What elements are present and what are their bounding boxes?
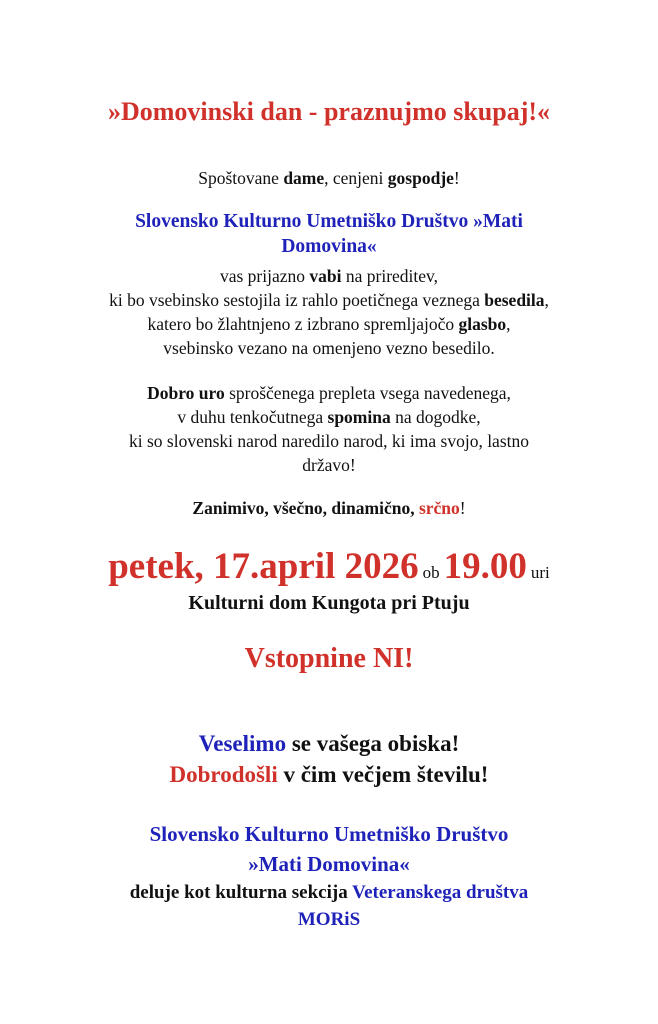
welcome-l1-blue: Veselimo — [198, 731, 287, 756]
description-l1-post: sproščenega prepleta vsega navedenega, — [224, 383, 511, 403]
greeting-dame: dame — [283, 168, 325, 188]
footer-l3-blue: Veteranskega društva — [352, 882, 529, 903]
tagline-main: Zanimivo, všečno, dinamično, — [192, 498, 419, 518]
invitation-l2-bold: besedila — [484, 290, 545, 310]
event-uri: uri — [530, 563, 550, 582]
footer-moris: MORiS — [297, 909, 361, 930]
tagline — [0, 498, 658, 519]
description-line4: državo! — [302, 455, 356, 475]
welcome-l2-rest: v čim večjem številu! — [277, 762, 489, 787]
welcome-l1-rest: se vašega obiska! — [286, 731, 460, 756]
description-l2-post: na dogodke, — [390, 407, 481, 427]
organization-name-line2: Domovina« — [281, 236, 377, 257]
welcome-line1 — [0, 731, 658, 757]
invitation-l2-post: , — [544, 290, 549, 310]
event-date-time — [0, 545, 658, 588]
tagline-highlight: srčno — [418, 498, 460, 518]
greeting-gospodje: gospodje — [387, 168, 454, 188]
greeting-middle: , cenjeni — [324, 168, 388, 188]
description-line3: ki so slovenski narod naredilo narod, ki ima svojo, lastno — [128, 431, 529, 451]
invitation-line4: vsebinsko vezano na omenjeno vezno besedilo. — [163, 338, 495, 358]
description-l2-bold: spomina — [327, 407, 391, 427]
footer-organization-line2: »Mati Domovina« — [248, 852, 410, 876]
footer-section-line — [0, 882, 658, 904]
greeting-suffix: ! — [453, 168, 460, 188]
event-time: 19.00 — [443, 546, 527, 587]
invitation-line2 — [0, 290, 658, 311]
invitation-l3-post: , — [506, 314, 511, 334]
event-venue: Kulturni dom Kungota pri Ptuju — [188, 592, 470, 614]
invitation-l1-post: na prireditev, — [341, 266, 439, 286]
invitation-line1 — [0, 266, 658, 287]
invitation-line3 — [0, 314, 658, 335]
invitation-l3-bold: glasbo — [458, 314, 507, 334]
footer-organization-line1: Slovensko Kulturno Umetniško Društvo — [149, 822, 509, 846]
welcome-l2-red: Dobrodošli — [169, 762, 278, 787]
invitation-l3-pre: katero bo žlahtnjeno z izbrano spremljajočo — [147, 314, 459, 334]
event-date: petek, 17.april 2026 — [108, 546, 419, 587]
tagline-suffix: ! — [459, 498, 466, 518]
footer-l3-pre: deluje kot kulturna sekcija — [129, 882, 353, 903]
admission-info: Vstopnine NI! — [244, 643, 414, 674]
greeting-prefix: Spoštovane — [198, 168, 284, 188]
organization-name-line1: Slovensko Kulturno Umetniško Društvo »Mati — [135, 211, 523, 232]
invitation-l1-bold: vabi — [309, 266, 342, 286]
welcome-line2 — [0, 762, 658, 788]
description-l1-bold: Dobro uro — [147, 383, 225, 403]
event-ob: ob — [422, 563, 440, 582]
description-l2-pre: v duhu tenkočutnega — [177, 407, 328, 427]
page-title: »Domovinski dan - praznujmo skupaj!« — [107, 97, 551, 126]
invitation-l1-pre: vas prijazno — [219, 266, 310, 286]
greeting — [0, 168, 658, 189]
invitation-l2-pre: ki bo vsebinsko sestojila iz rahlo poetičnega veznega — [109, 290, 485, 310]
description-line2 — [0, 407, 658, 428]
description-line1 — [0, 383, 658, 404]
